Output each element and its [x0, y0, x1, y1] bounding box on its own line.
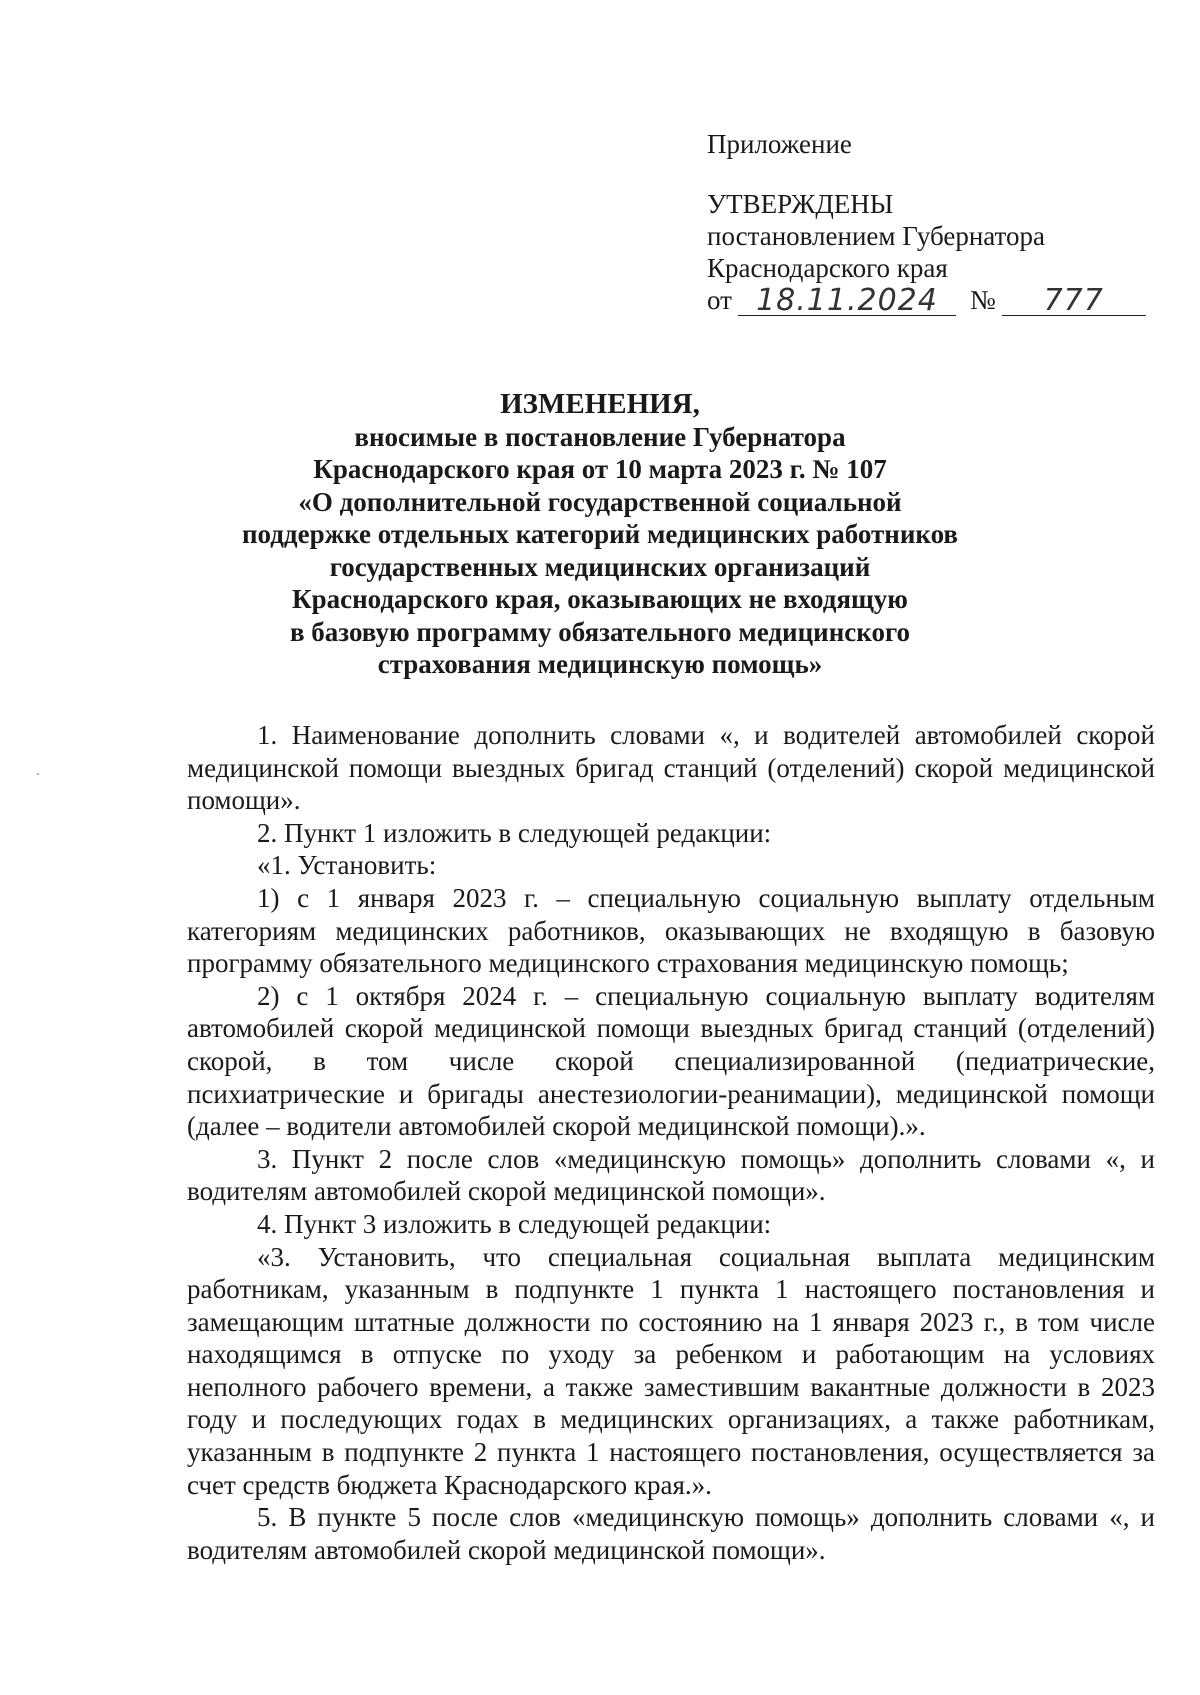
title-line: в базовую программу обязательного медицинского	[289, 616, 911, 647]
title-line: «О дополнительной государственной социальной	[298, 486, 902, 517]
subparagraph-2: 2) с 1 октября 2024 г. – специальную социальную выплату водителям автомобилей скорой медицинской помощи выездных бригад станций (отделений) скорой, в том числе скорой специализированной (педиатрические, психиатрические и бригады анестезиологии-реанимации), медицинской помощи (далее – водители автомобилей скорой медицинской помощи).».	[187, 980, 1155, 1142]
document-body	[187, 719, 1155, 1566]
handwritten-number: 777	[1043, 283, 1104, 318]
paragraph-5: 5. В пункте 5 после слов «медицинскую помощь» дополнить словами «, и водителям автомобилей скорой медицинской помощи».	[187, 1502, 1155, 1565]
title-line: Краснодарского края, оказывающих не входящую	[292, 584, 908, 614]
approved-label: УТВЕРЖДЕНЫ	[707, 189, 894, 219]
title-heading: ИЗМЕНЕНИЯ,	[500, 388, 700, 420]
number-field	[1002, 285, 1146, 316]
paragraph-1: 1. Наименование дополнить словами «, и водителей автомобилей скорой медицинской помощи выездных бригад станций (отделений) скорой медицинской помощи».	[187, 720, 1155, 816]
approval-line-1: постановлением Губернатора	[707, 221, 1045, 251]
date-field	[738, 285, 956, 316]
handwritten-date: 18.11.2024	[756, 283, 938, 318]
paragraph-2: 2. Пункт 1 изложить в следующей редакции:	[257, 817, 772, 848]
paragraph-2-quote: «1. Установить:	[257, 850, 437, 881]
subparagraph-1: 1) с 1 января 2023 г. – специальную социальную выплату отдельным категориям медицинских работников, оказывающих не входящую в базовую программу обязательного медицинского страхования медицинскую помощь;	[187, 882, 1155, 979]
paragraph-3: 3. Пункт 2 после слов «медицинскую помощь» дополнить словами «, и водителям автомобилей скорой медицинской помощи».	[187, 1143, 1155, 1207]
from-label: от	[707, 285, 732, 315]
document-title	[160, 388, 1040, 681]
paragraph-4: 4. Пункт 3 изложить в следующей редакции:	[257, 1208, 772, 1239]
title-line: вносимые в постановление Губернатора	[354, 421, 846, 452]
title-line: поддержке отдельных категорий медицинских работников	[241, 519, 958, 549]
title-line: Краснодарского края от 10 марта 2023 г. № 107	[313, 454, 887, 484]
approval-line-2: Краснодарского края	[707, 253, 948, 283]
appendix-label: Приложение	[707, 129, 852, 159]
title-line: государственных медицинских организаций	[329, 551, 871, 582]
scan-speck	[37, 773, 39, 775]
date-number-row	[707, 284, 1167, 316]
paragraph-4-quote: «3. Установить, что специальная социальная выплата медицинским работникам, указанным в подпункте 1 пункта 1 настоящего постановления и замещающим штатные должности по состоянию на 1 января 2023 г., в том числе находящимся в отпуске по уходу за ребенком и работающим на условиях неполного рабочего времени, а также заместившим вакантные должности в 2023 году и последующих годах в медицинских организациях, а также работникам, указанным в подпункте 2 пункта 1 настоящего постановления, осуществляется за счет средств бюджета Краснодарского края.».	[187, 1241, 1155, 1500]
title-line: страхования медицинскую помощь»	[377, 649, 823, 679]
number-label: №	[969, 285, 996, 315]
approval-stamp	[707, 128, 1167, 316]
